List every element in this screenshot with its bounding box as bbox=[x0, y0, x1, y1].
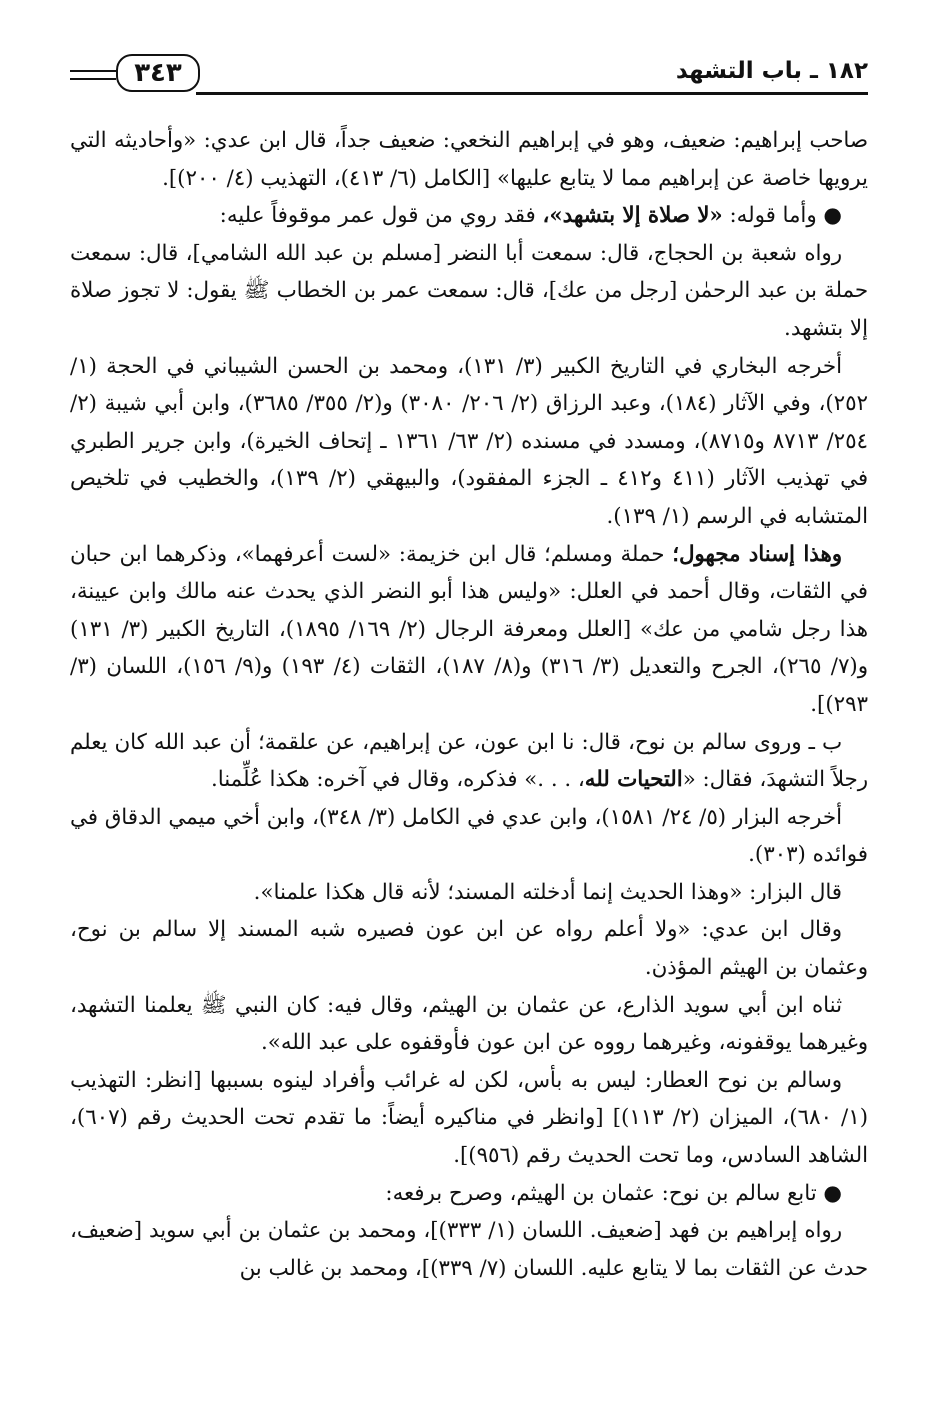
paragraph-2-bold: «لا صلاة إلا بتشهد»، bbox=[542, 203, 723, 229]
paragraph-9: وقال ابن عدي: «ولا أعلم رواه عن ابن عون فصيره شبه المسند إلا سالم بن نوح، وعثمان بن الهيثم المؤذن. bbox=[70, 917, 868, 981]
header-rule bbox=[196, 92, 868, 95]
paragraph-2-lead: ● وأما قوله: bbox=[722, 203, 842, 229]
paragraph-2 bbox=[70, 197, 868, 235]
paragraph-10: ثناه ابن أبي سويد الذارع، عن عثمان بن الهيثم، وقال فيه: كان النبي ﷺ يعلمنا التشهد، وغيرهما يوقفونه، وغيرهما رووه عن ابن عون فأوقفوه على عبد الله». bbox=[70, 992, 868, 1056]
paragraph-3: رواه شعبة بن الحجاج، قال: سمعت أبا النضر [مسلم بن عبد الله الشامي]، قال: سمعت حملة بن عبد الرحمٰن [رجل من عك]، قال: سمعت عمر بن الخطاب ﷺ يقول: لا تجوز صلاة إلا بتشهد. bbox=[70, 240, 868, 341]
ornament-lines bbox=[70, 70, 116, 80]
paragraph-5-bold: وهذا إسناد مجهول؛ bbox=[672, 541, 842, 567]
page-number-frame bbox=[70, 52, 205, 94]
paragraph-12: ● تابع سالم بن نوح: عثمان بن الهيثم، وصرح برفعه: bbox=[385, 1180, 842, 1206]
paragraph-5-rest: حملة ومسلم؛ قال ابن خزيمة: «لست أعرفهما»، وذكرهما ابن حبان في الثقات، وقال أحمد في العلل: «وليس هذا أبو النضر الذي يحدث عنه مالك وابن عيينة، هذا رجل شامي من عك» [العلل ومعرفة الرجال (٢/ ١٦٩/ ١٨٩٥)، التاريخ الكبير (٣/ ١٣١) و(٧/ ٢٦٥)، الجرح والتعديل (٣/ ٣١٦) و(٨/ ١٨٧)، الثقات (٤/ ١٩٣) و(٩/ ١٥٦)، اللسان (٣/ ٢٩٣)]. bbox=[70, 541, 868, 717]
paragraph-1: صاحب إبراهيم: ضعيف، وهو في إبراهيم النخعي: ضعيف جداً، قال ابن عدي: «وأحاديثه التي يرويها خاصة عن إبراهيم مما لا يتابع عليها» [الكامل (٦/ ٤١٣)، التهذيب (٤/ ٢٠٠)]. bbox=[70, 128, 868, 191]
paragraph-6-lead: ب ـ وروى سالم بن نوح، قال: نا ابن عون، عن إبراهيم، عن علقمة؛ أن عبد الله كان يعلم رجلاً التشهدَ، فقال: « bbox=[70, 729, 868, 793]
paragraph-5 bbox=[70, 536, 868, 724]
paragraph-2-rest: فقد روي من قول عمر موقوفاً عليه: bbox=[219, 203, 543, 229]
page-number: ٣٤٣ bbox=[116, 54, 200, 92]
chapter-title: ١٨٢ ـ باب التشهد bbox=[675, 58, 868, 84]
paragraph-7: أخرجه البزار (٥/ ٢٤/ ١٥٨١)، وابن عدي في الكامل (٣/ ٣٤٨)، وابن أخي ميمي الدقاق في فوائده (٣٠٣). bbox=[70, 804, 868, 868]
paragraph-11: وسالم بن نوح العطار: ليس به بأس، لكن له غرائب وأفراد لينوه بسببها [انظر: التهذيب (١/ ٦٨٠)، الميزان (٢/ ١١٣)] [وانظر في مناكيره أيضاً: ما تقدم تحت الحديث رقم (٦٠٧)، الشاهد السادس، وما تحت الحديث رقم (٩٥٦)]. bbox=[70, 1067, 868, 1169]
paragraph-6-bold: التحيات لله bbox=[584, 767, 683, 793]
paragraph-8: قال البزار: «وهذا الحديث إنما أدخلته المسند؛ لأنه قال هكذا علمنا». bbox=[253, 879, 842, 905]
page-body bbox=[70, 122, 868, 1287]
paragraph-4: أخرجه البخاري في التاريخ الكبير (٣/ ١٣١)، ومحمد بن الحسن الشيباني في الحجة (١/ ٢٥٢)، وفي الآثار (١٨٤)، وعبد الرزاق (٢/ ٢٠٦/ ٣٠٨٠) و(٢/ ٣٥٥/ ٣٦٨٥)، وابن أبي شيبة (٢/ ٢٥٤/ ٨٧١٣ و٨٧١٥)، ومسدد في مسنده (٢/ ٦٣/ ١٣٦١ ـ إتحاف الخيرة)، وابن جرير الطبري في تهذيب الآثار (٤١١ و٤١٢ ـ الجزء المفقود)، والبيهقي (٢/ ١٣٩)، والخطيب في تلخيص المتشابه في الرسم (١/ ١٣٩). bbox=[70, 353, 869, 529]
paragraph-6-rest: ، . . .» فذكره، وقال في آخره: هكذا عُلِّمنا. bbox=[210, 767, 585, 793]
paragraph-6 bbox=[70, 724, 868, 799]
paragraph-13: رواه إبراهيم بن فهد [ضعيف. اللسان (١/ ٣٣٣)]، ومحمد بن عثمان بن أبي سويد [ضعيف، حدث عن الثقات بما لا يتابع عليه. اللسان (٧/ ٣٣٩)]، ومحمد بن غالب بن bbox=[70, 1218, 868, 1281]
